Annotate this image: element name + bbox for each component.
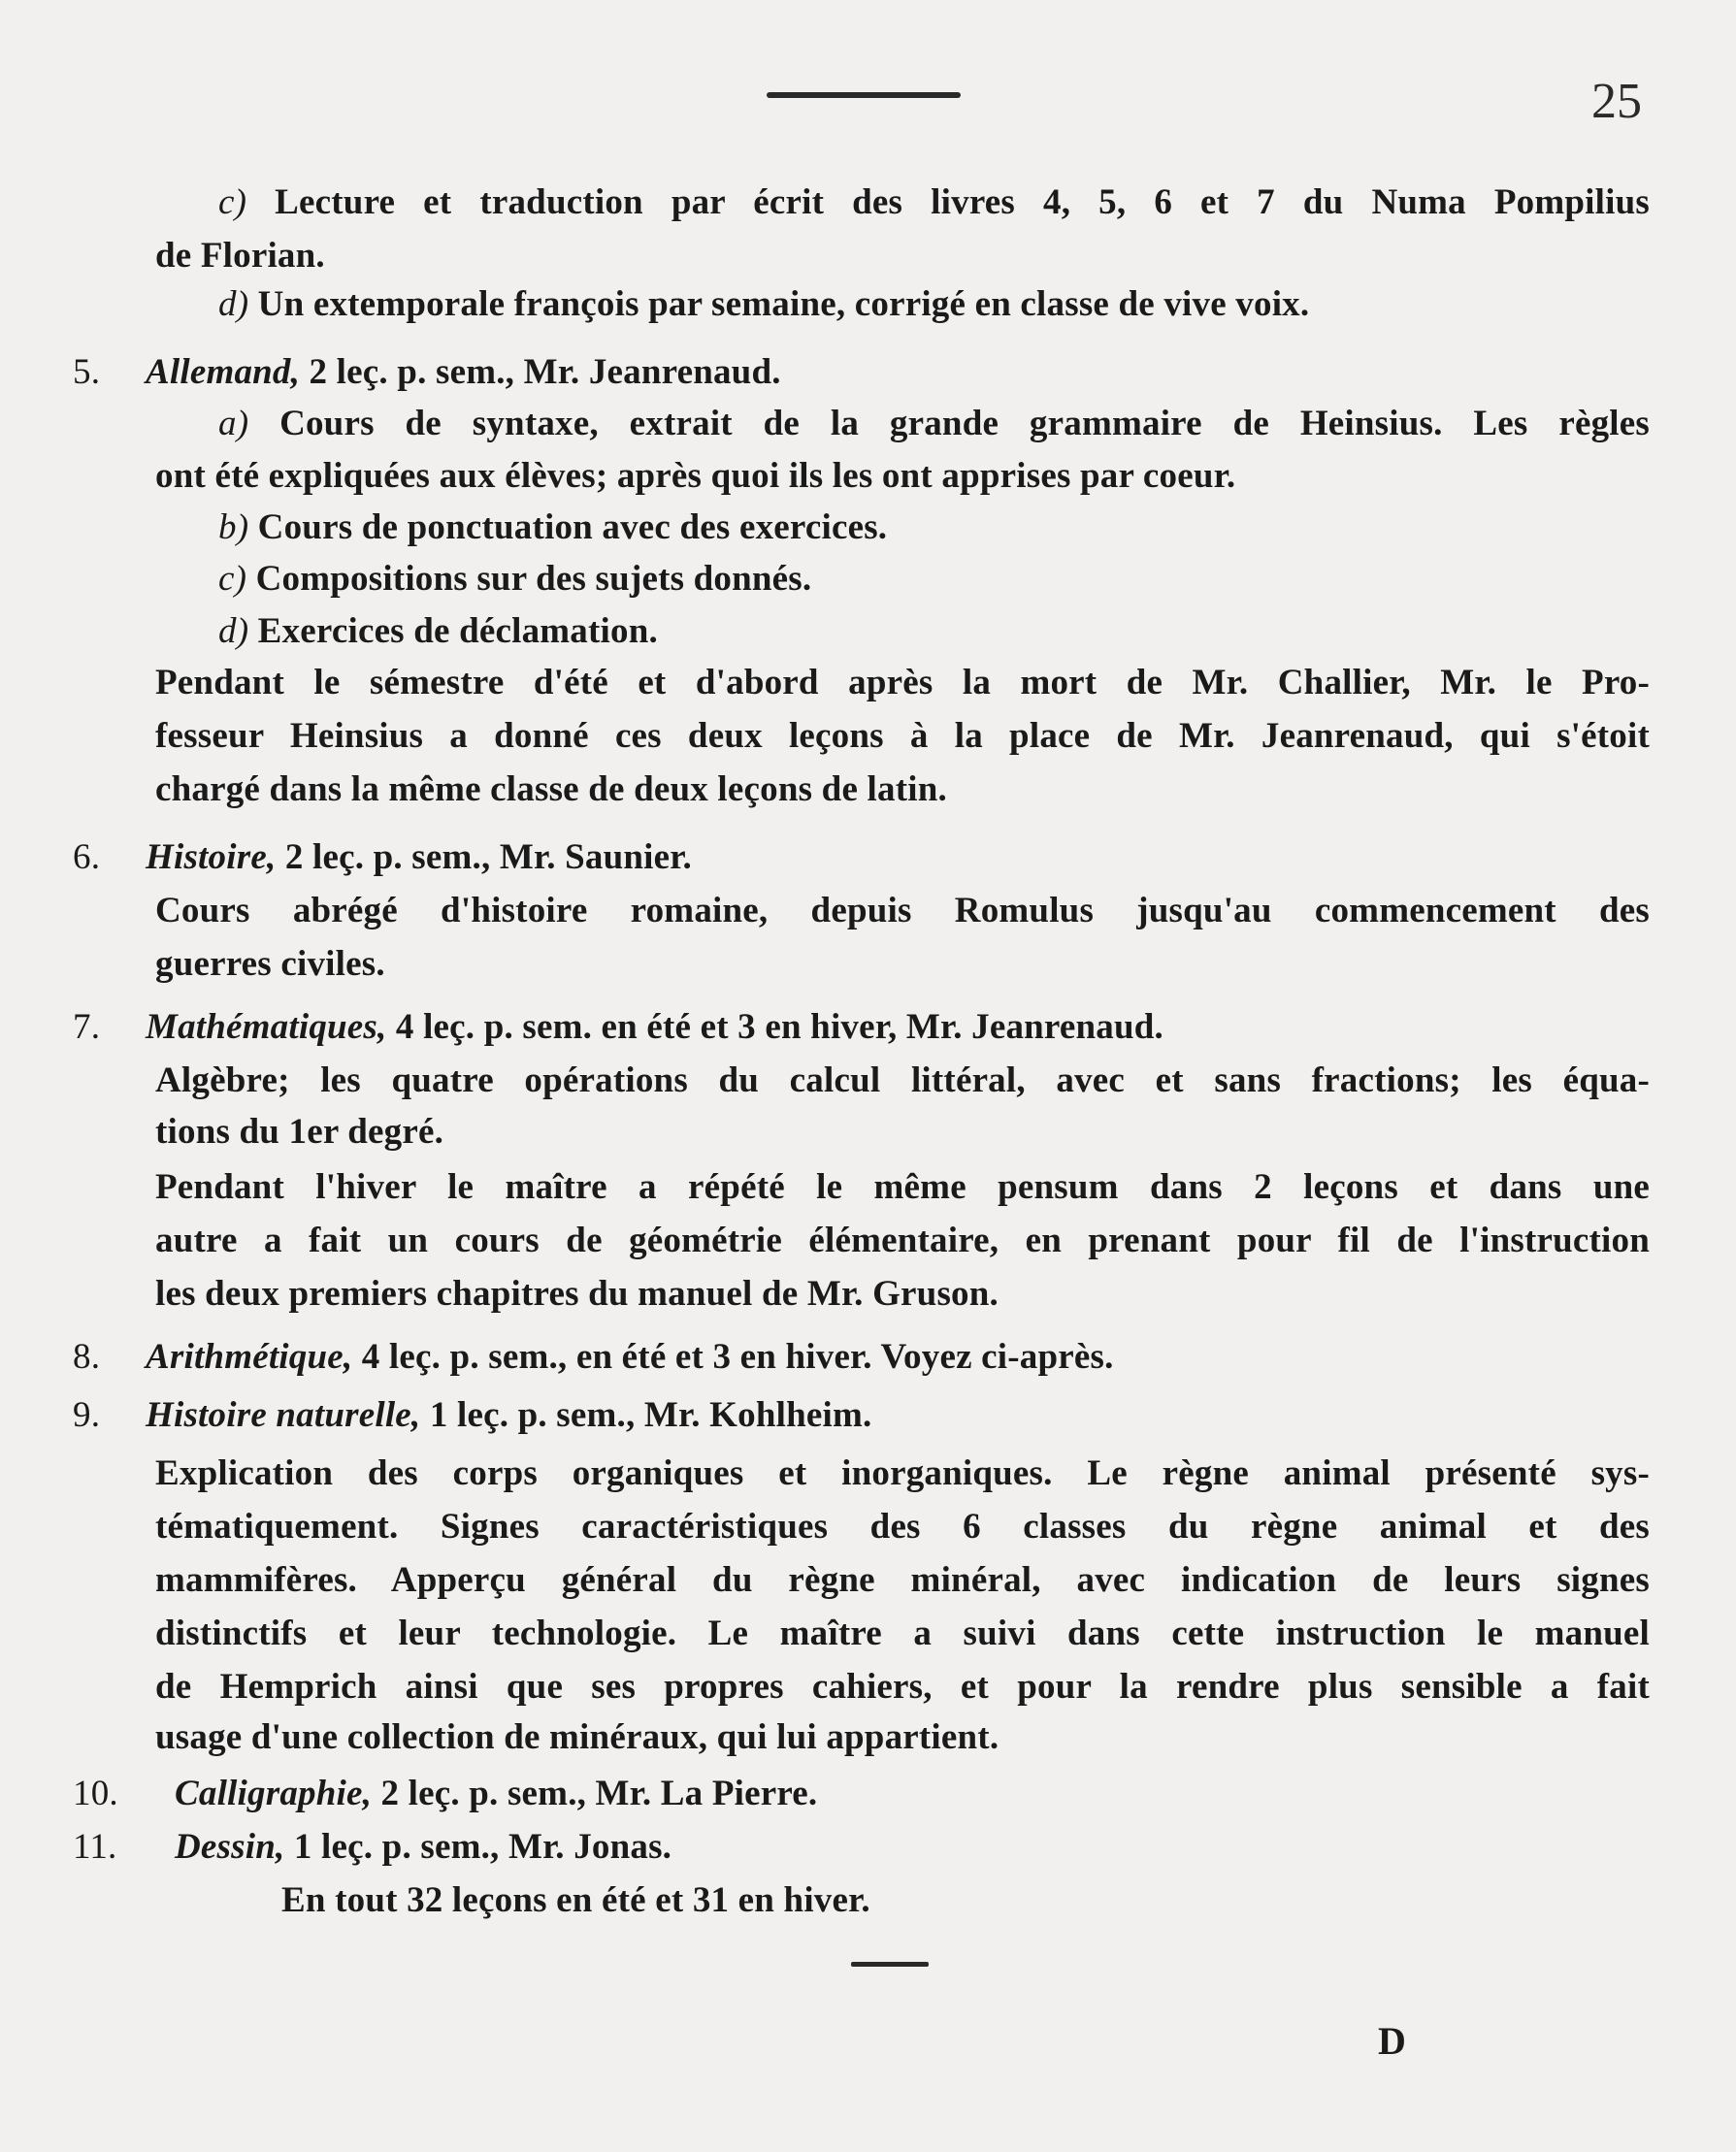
line-text: de Florian. xyxy=(155,236,325,276)
line-text: Explication des corps organiques et inorganiques. Le règne animal présenté sys- xyxy=(155,1453,1650,1493)
text-line xyxy=(218,406,1650,441)
text-line xyxy=(155,1669,1650,1705)
line-text: 1 leç. p. sem., Mr. Jonas. xyxy=(284,1827,672,1867)
text-line xyxy=(155,458,1235,494)
line-text: distinctifs et leur technologie. Le maître a suivi dans cette instruction le manuel xyxy=(155,1614,1650,1653)
item-label: d) xyxy=(218,611,249,651)
line-text: Lecture et traduction par écrit des livres 4, 5, 6 et 7 du Numa Pompilius xyxy=(246,182,1650,222)
line-text: guerres civiles. xyxy=(155,944,385,984)
text-line xyxy=(155,893,1650,929)
section-subject: Histoire, xyxy=(146,837,277,877)
text-line xyxy=(218,184,1650,220)
line-text: Cours abrégé d'histoire romaine, depuis Romulus jusqu'au commencement des xyxy=(155,891,1650,930)
line-text: Exercices de déclamation. xyxy=(248,611,658,651)
section-number: 8. xyxy=(73,1337,101,1377)
section-number: 6. xyxy=(73,837,101,877)
item-label: c) xyxy=(218,182,247,222)
header-ornament-rule xyxy=(767,92,961,98)
line-text: chargé dans la même classe de deux leçons de latin. xyxy=(155,769,947,809)
line-text: tions du 1er degré. xyxy=(155,1112,444,1152)
item-label: c) xyxy=(218,559,247,599)
total-summary xyxy=(281,1882,870,1918)
signature-mark: D xyxy=(1378,2019,1406,2063)
line-text: Cours de ponctuation avec des exercices. xyxy=(248,507,888,547)
section-subject: Dessin, xyxy=(175,1827,285,1867)
line-text: 2 leç. p. sem., Mr. Jeanrenaud. xyxy=(300,352,781,392)
page-number: 25 xyxy=(1591,74,1642,129)
text-line xyxy=(155,718,1650,754)
text-line xyxy=(155,1455,1650,1491)
text-line xyxy=(155,1615,1650,1651)
text-line xyxy=(155,1114,443,1150)
line-text: 2 leç. p. sem., Mr. Saunier. xyxy=(276,837,692,877)
text-line xyxy=(218,509,887,545)
line-text: usage d'une collection de minéraux, qui lui appartient. xyxy=(155,1717,999,1757)
item-label: d) xyxy=(218,284,249,324)
section-subject: Arithmétique, xyxy=(146,1337,353,1377)
item-label: a) xyxy=(218,404,249,443)
section-number: 9. xyxy=(73,1395,101,1435)
line-text: En tout 32 leçons en été et 31 en hiver. xyxy=(281,1880,870,1920)
section-subject: Calligraphie, xyxy=(175,1774,373,1813)
text-line xyxy=(155,1062,1650,1098)
line-text: Compositions sur des sujets donnés. xyxy=(246,559,812,599)
line-text: les deux premiers chapitres du manuel de Mr. Gruson. xyxy=(155,1274,999,1314)
section-subject: Mathématiques, xyxy=(146,1007,387,1047)
text-line xyxy=(155,1169,1650,1205)
line-text: 1 leç. p. sem., Mr. Kohlheim. xyxy=(420,1395,872,1435)
section-number: 10. xyxy=(73,1774,118,1813)
line-text: de Hemprich ainsi que ses propres cahiers, et pour la rendre plus sensible a fait xyxy=(155,1667,1650,1707)
section-subject: Allemand, xyxy=(146,352,301,392)
line-text: 4 leç. p. sem., en été et 3 en hiver. Voyez ci-après. xyxy=(352,1337,1114,1377)
line-text: tématiquement. Signes caractéristiques des 6 classes du règne animal et des xyxy=(155,1507,1650,1547)
text-line xyxy=(155,771,947,807)
text-line xyxy=(155,238,325,274)
section-heading xyxy=(73,1776,817,1811)
text-line xyxy=(155,1719,999,1755)
line-text: Un extemporale françois par semaine, corrigé en classe de vive voix. xyxy=(248,284,1310,324)
section-heading xyxy=(73,1829,671,1865)
line-text: autre a fait un cours de géométrie élémentaire, en prenant pour fil de l'instruction xyxy=(155,1221,1650,1260)
line-text: ont été expliquées aux élèves; après quoi ils les ont apprises par coeur. xyxy=(155,456,1236,496)
line-text: Pendant le sémestre d'été et d'abord après la mort de Mr. Challier, Mr. le Pro- xyxy=(155,663,1650,702)
line-text: Cours de syntaxe, extrait de la grande grammaire de Heinsius. Les règles xyxy=(248,404,1650,443)
item-label: b) xyxy=(218,507,249,547)
text-line xyxy=(155,665,1650,701)
section-number: 11. xyxy=(73,1827,117,1867)
text-line xyxy=(218,613,658,649)
line-text: mammifères. Apperçu général du règne minéral, avec indication de leurs signes xyxy=(155,1560,1650,1600)
text-line xyxy=(218,561,811,597)
section-number: 5. xyxy=(73,352,101,392)
section-number: 7. xyxy=(73,1007,101,1047)
section-heading xyxy=(73,354,781,390)
text-line xyxy=(155,946,385,982)
line-text: 4 leç. p. sem. en été et 3 en hiver, Mr. Jeanrenaud. xyxy=(386,1007,1163,1047)
text-line xyxy=(155,1223,1650,1258)
closing-rule xyxy=(851,1962,929,1967)
section-heading xyxy=(73,1009,1163,1045)
section-heading xyxy=(73,1339,1114,1375)
line-text: fesseur Heinsius a donné ces deux leçons à la place de Mr. Jeanrenaud, qui s'étoit xyxy=(155,716,1650,756)
text-line xyxy=(155,1276,999,1312)
line-text: 2 leç. p. sem., Mr. La Pierre. xyxy=(372,1774,818,1813)
section-heading xyxy=(73,1397,871,1433)
line-text: Pendant l'hiver le maître a répété le même pensum dans 2 leçons et dans une xyxy=(155,1167,1650,1207)
text-line xyxy=(155,1562,1650,1598)
section-subject: Histoire naturelle, xyxy=(146,1395,421,1435)
text-line xyxy=(218,286,1309,322)
line-text: Algèbre; les quatre opérations du calcul littéral, avec et sans fractions; les équa- xyxy=(155,1060,1650,1100)
text-line xyxy=(155,1509,1650,1545)
section-heading xyxy=(73,839,692,875)
